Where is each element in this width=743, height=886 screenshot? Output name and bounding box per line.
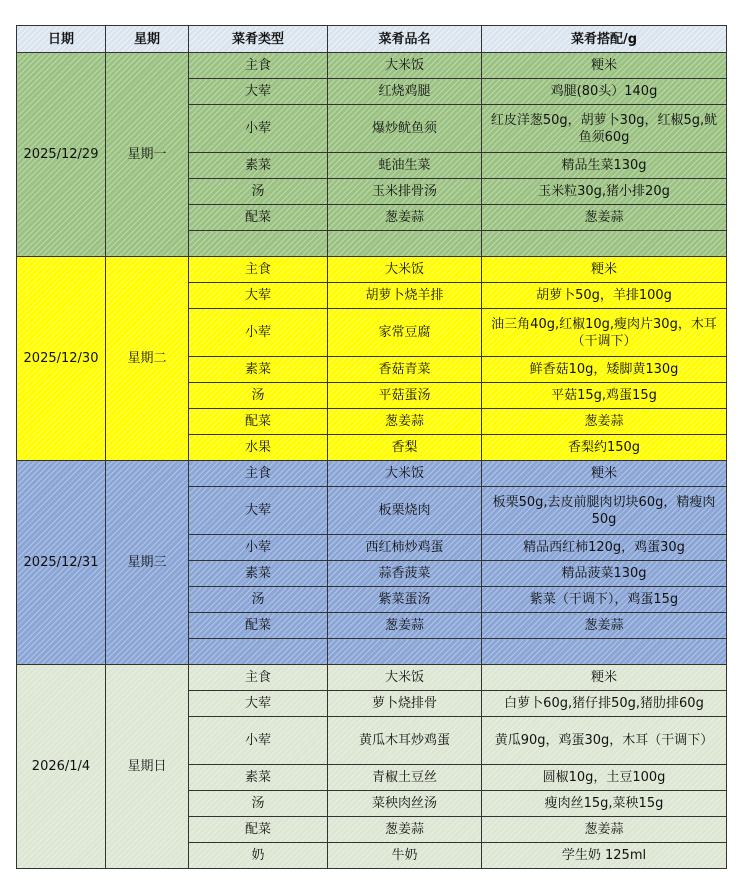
dish-ingredients: 黄瓜90g，鸡蛋30g，木耳（干调下） [482, 717, 727, 765]
dish-name: 蚝油生菜 [328, 153, 482, 179]
dish-ingredients: 精品西红柿120g，鸡蛋30g [482, 535, 727, 561]
dish-name: 青椒土豆丝 [328, 765, 482, 791]
table-row [17, 53, 727, 79]
dish-ingredients: 葱姜蒜 [482, 817, 727, 843]
dish-ingredients: 玉米粒30g,猪小排20g [482, 179, 727, 205]
header-name: 菜肴品名 [328, 26, 482, 53]
dish-type: 主食 [189, 257, 328, 283]
dish-name: 大米饭 [328, 257, 482, 283]
dish-type: 配菜 [189, 817, 328, 843]
dish-type: 大荤 [189, 487, 328, 535]
dish-type: 主食 [189, 53, 328, 79]
dish-ingredients: 油三角40g,红椒10g,瘦肉片30g，木耳（干调下） [482, 309, 727, 357]
date-cell: 2025/12/31 [17, 461, 106, 665]
header-weekday: 星期 [106, 26, 189, 53]
dish-ingredients: 精品菠菜130g [482, 561, 727, 587]
dish-type [189, 639, 328, 665]
dish-name: 萝卜烧排骨 [328, 691, 482, 717]
day-group [17, 665, 727, 869]
header-ingredients: 菜肴搭配/g [482, 26, 727, 53]
weekday-cell: 星期三 [106, 461, 189, 665]
dish-type: 素菜 [189, 357, 328, 383]
dish-type: 小荤 [189, 105, 328, 153]
dish-name: 红烧鸡腿 [328, 79, 482, 105]
dish-type: 奶 [189, 843, 328, 869]
dish-ingredients: 葱姜蒜 [482, 613, 727, 639]
dish-name: 葱姜蒜 [328, 205, 482, 231]
dish-name: 香菇青菜 [328, 357, 482, 383]
day-group [17, 257, 727, 461]
dish-ingredients: 白萝卜60g,猪仔排50g,猪肋排60g [482, 691, 727, 717]
table-row [17, 461, 727, 487]
dish-name: 爆炒鱿鱼须 [328, 105, 482, 153]
dish-ingredients: 精品生菜130g [482, 153, 727, 179]
dish-ingredients: 粳米 [482, 53, 727, 79]
dish-ingredients: 粳米 [482, 461, 727, 487]
dish-type [189, 231, 328, 257]
dish-name: 菜秧肉丝汤 [328, 791, 482, 817]
header-row [17, 26, 727, 53]
dish-ingredients: 粳米 [482, 665, 727, 691]
dish-ingredients: 鲜香菇10g，矮脚黄130g [482, 357, 727, 383]
dish-type: 素菜 [189, 153, 328, 179]
header-date: 日期 [17, 26, 106, 53]
dish-name: 家常豆腐 [328, 309, 482, 357]
dish-name: 大米饭 [328, 461, 482, 487]
dish-ingredients: 鸡腿(80头）140g [482, 79, 727, 105]
date-cell: 2025/12/29 [17, 53, 106, 257]
dish-name: 西红柿炒鸡蛋 [328, 535, 482, 561]
dish-name: 葱姜蒜 [328, 409, 482, 435]
dish-ingredients [482, 231, 727, 257]
dish-type: 素菜 [189, 765, 328, 791]
header-type: 菜肴类型 [189, 26, 328, 53]
dish-ingredients: 圆椒10g，土豆100g [482, 765, 727, 791]
dish-ingredients: 瘦肉丝15g,菜秧15g [482, 791, 727, 817]
dish-ingredients: 板栗50g,去皮前腿肉切块60g，精瘦肉50g [482, 487, 727, 535]
dish-type: 小荤 [189, 717, 328, 765]
dish-type: 小荤 [189, 309, 328, 357]
dish-type: 主食 [189, 461, 328, 487]
dish-ingredients: 香梨约150g [482, 435, 727, 461]
weekly-menu-table [16, 25, 727, 869]
dish-name: 平菇蛋汤 [328, 383, 482, 409]
dish-name: 香梨 [328, 435, 482, 461]
dish-name: 葱姜蒜 [328, 817, 482, 843]
dish-type: 配菜 [189, 613, 328, 639]
dish-ingredients: 葱姜蒜 [482, 409, 727, 435]
dish-type: 素菜 [189, 561, 328, 587]
weekday-cell: 星期二 [106, 257, 189, 461]
dish-type: 汤 [189, 587, 328, 613]
dish-type: 汤 [189, 791, 328, 817]
date-cell: 2025/12/30 [17, 257, 106, 461]
dish-type: 大荤 [189, 283, 328, 309]
dish-name: 胡萝卜烧羊排 [328, 283, 482, 309]
dish-ingredients: 红皮洋葱50g，胡萝卜30g，红椒5g,鱿鱼须60g [482, 105, 727, 153]
dish-name: 紫菜蛋汤 [328, 587, 482, 613]
dish-name: 板栗烧肉 [328, 487, 482, 535]
dish-type: 小荤 [189, 535, 328, 561]
day-group [17, 53, 727, 257]
dish-name: 蒜香菠菜 [328, 561, 482, 587]
dish-type: 主食 [189, 665, 328, 691]
dish-ingredients: 粳米 [482, 257, 727, 283]
weekday-cell: 星期一 [106, 53, 189, 257]
dish-name: 葱姜蒜 [328, 613, 482, 639]
dish-type: 汤 [189, 383, 328, 409]
dish-type: 大荤 [189, 79, 328, 105]
dish-name: 大米饭 [328, 665, 482, 691]
dish-name [328, 231, 482, 257]
dish-type: 汤 [189, 179, 328, 205]
dish-name: 玉米排骨汤 [328, 179, 482, 205]
dish-type: 配菜 [189, 409, 328, 435]
date-cell: 2026/1/4 [17, 665, 106, 869]
day-group [17, 461, 727, 665]
dish-name: 大米饭 [328, 53, 482, 79]
table-row [17, 665, 727, 691]
dish-type: 大荤 [189, 691, 328, 717]
table-row [17, 257, 727, 283]
dish-ingredients: 学生奶 125ml [482, 843, 727, 869]
dish-name: 牛奶 [328, 843, 482, 869]
dish-ingredients: 紫菜（干调下），鸡蛋15g [482, 587, 727, 613]
dish-type: 配菜 [189, 205, 328, 231]
dish-type: 水果 [189, 435, 328, 461]
dish-name: 黄瓜木耳炒鸡蛋 [328, 717, 482, 765]
dish-ingredients: 胡萝卜50g，羊排100g [482, 283, 727, 309]
dish-ingredients: 平菇15g,鸡蛋15g [482, 383, 727, 409]
dish-name [328, 639, 482, 665]
dish-ingredients: 葱姜蒜 [482, 205, 727, 231]
dish-ingredients [482, 639, 727, 665]
weekday-cell: 星期日 [106, 665, 189, 869]
